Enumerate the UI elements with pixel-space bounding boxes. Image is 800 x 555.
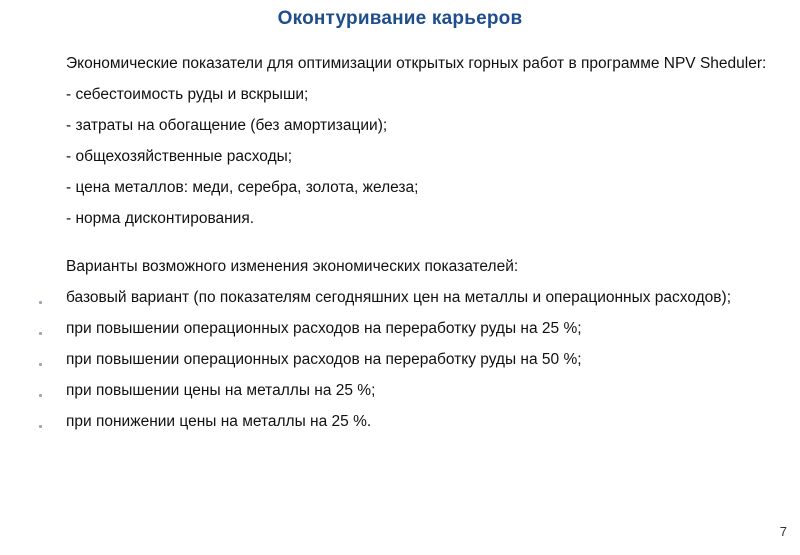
variant-item: [45, 349, 770, 370]
variants-list: [45, 287, 770, 432]
slide-content: [45, 53, 770, 432]
indicators-list: [45, 84, 770, 229]
indicator-item: - себестоимость руды и вскрыши;: [66, 86, 309, 103]
variant-text: при понижении цены на металлы на 25 %.: [66, 413, 372, 430]
indicator-item: - затраты на обогащение (без амортизации);: [66, 117, 388, 134]
slide-title: Оконтуривание карьеров: [277, 8, 523, 29]
indicator-item: - общехозяйственные расходы;: [66, 148, 293, 165]
bullet-icon: [39, 394, 42, 397]
variant-text: при повышении операционных расходов на переработку руды на 50 %;: [66, 351, 582, 368]
indicator-item: - цена металлов: меди, серебра, золота, железа;: [66, 179, 419, 196]
intro-paragraph: Экономические показатели для оптимизации открытых горных работ в программе NPV Sheduler:: [66, 55, 767, 72]
variant-item: [45, 380, 770, 401]
variant-text: базовый вариант (по показателям сегодняшних цен на металлы и операционных расходов);: [66, 289, 732, 306]
variant-item: [45, 287, 770, 308]
variants-heading: Варианты возможного изменения экономических показателей:: [66, 258, 519, 275]
page-number: 7: [779, 524, 787, 539]
variant-item: [45, 411, 770, 432]
variant-item: [45, 318, 770, 339]
bullet-icon: [39, 301, 42, 304]
variant-text: при повышении операционных расходов на переработку руды на 25 %;: [66, 320, 582, 337]
bullet-icon: [39, 332, 42, 335]
variant-text: при повышении цены на металлы на 25 %;: [66, 382, 376, 399]
bullet-icon: [39, 363, 42, 366]
bullet-icon: [39, 425, 42, 428]
indicator-item: - норма дисконтирования.: [66, 210, 255, 227]
